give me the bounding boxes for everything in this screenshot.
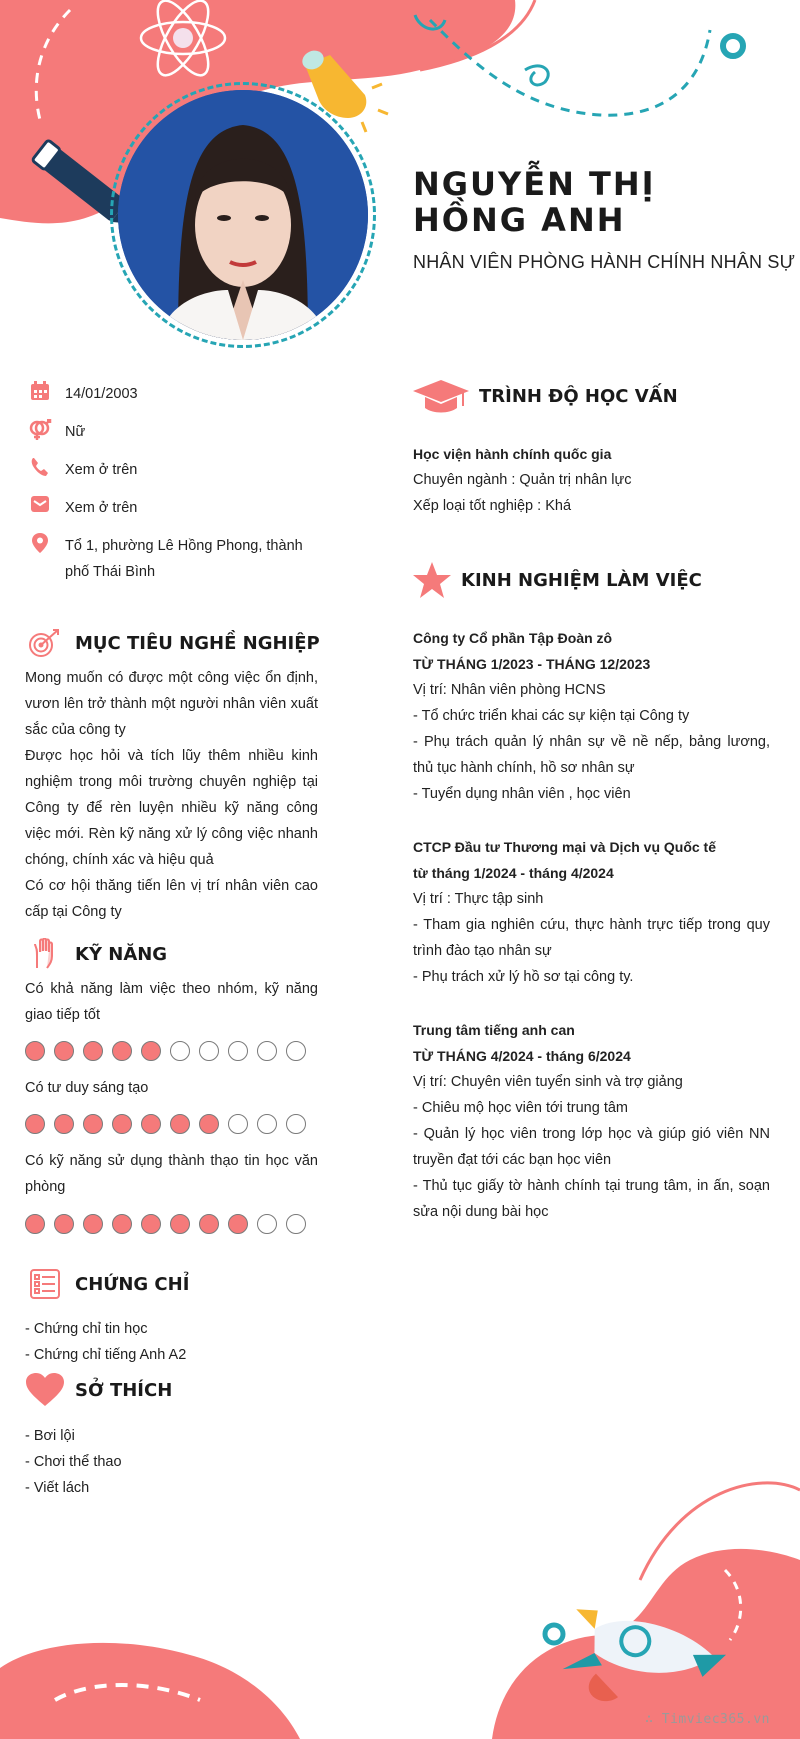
- watermark: ∴ Timviec365.vn: [645, 1712, 770, 1727]
- list-item: - Viết lách: [25, 1480, 90, 1496]
- job-task: - Chiêu mộ học viên tới trung tâm: [413, 1100, 629, 1116]
- email-value: Xem ở trên: [65, 500, 138, 516]
- calendar-icon: [25, 381, 55, 403]
- rating-dot-filled: [83, 1041, 103, 1061]
- rating-dot-filled: [83, 1114, 103, 1134]
- objective-title: MỤC TIÊU NGHỀ NGHIỆP: [75, 632, 320, 654]
- raised-hand-icon: [25, 934, 65, 974]
- certificates-list: [25, 1316, 186, 1368]
- gender-icon: [25, 419, 55, 441]
- graduation-cap-icon: [413, 378, 469, 414]
- location-pin-icon: [25, 533, 55, 555]
- rating-dot-filled: [25, 1214, 45, 1234]
- rating-dot-filled: [199, 1114, 219, 1134]
- candidate-name: NGUYỄN THỊ HỒNG ANH: [413, 165, 656, 239]
- dob-row: [25, 381, 325, 407]
- rating-dot-empty: [228, 1041, 248, 1061]
- rating-dot-empty: [257, 1214, 277, 1234]
- job-position: Vị trí: Nhân viên phòng HCNS: [413, 682, 606, 698]
- job-task: - Phụ trách xử lý hồ sơ tại công ty.: [413, 969, 634, 985]
- rating-dot-filled: [141, 1214, 161, 1234]
- skill-label: Có kỹ năng sử dụng thành thạo tin học văn phòng: [25, 1153, 318, 1195]
- job-task: - Tham gia nghiên cứu, thực hành trực tiếp trong quy trình đào tạo nhân sự: [413, 917, 770, 959]
- list-item: - Bơi lội: [25, 1428, 75, 1444]
- rating-dot-empty: [257, 1114, 277, 1134]
- skill-rating: [25, 1114, 306, 1134]
- rating-dot-empty: [170, 1041, 190, 1061]
- rating-dot-filled: [83, 1214, 103, 1234]
- certificates-heading: [25, 1264, 189, 1304]
- avatar: [118, 90, 368, 340]
- hobbies-list: [25, 1423, 122, 1501]
- rating-dot-filled: [141, 1114, 161, 1134]
- address-row: [25, 533, 325, 580]
- rating-dot-empty: [228, 1114, 248, 1134]
- list-item: - Chứng chỉ tin học: [25, 1321, 148, 1337]
- job-task: - Phụ trách quản lý nhân sự về nề nếp, bảng lương, thủ tục hành chính, hồ sơ nhân sự: [413, 734, 770, 776]
- rating-dot-filled: [228, 1214, 248, 1234]
- skill-label: Có khả năng làm việc theo nhóm, kỹ năng giao tiếp tốt: [25, 981, 318, 1023]
- phone-icon: [25, 457, 55, 479]
- objective-heading: [25, 623, 320, 663]
- gender-value: Nữ: [65, 424, 86, 440]
- target-icon: [25, 623, 65, 663]
- education-title: TRÌNH ĐỘ HỌC VẤN: [479, 385, 678, 407]
- rating-dot-filled: [170, 1214, 190, 1234]
- job-entry: [413, 1017, 770, 1225]
- heart-icon: [25, 1370, 65, 1410]
- job-task: - Tuyển dụng nhân viên , học viên: [413, 786, 631, 802]
- job-entry: [413, 625, 770, 807]
- job-period: từ tháng 1/2024 - tháng 4/2024: [413, 865, 614, 881]
- objective-text: [25, 665, 318, 925]
- hobbies-title: SỞ THÍCH: [75, 1379, 173, 1401]
- skill-label: Có tư duy sáng tạo: [25, 1080, 149, 1096]
- rating-dot-filled: [25, 1041, 45, 1061]
- job-title: NHÂN VIÊN PHÒNG HÀNH CHÍNH NHÂN SỰ: [413, 252, 796, 272]
- rating-dot-empty: [286, 1214, 306, 1234]
- objective-paragraph: Có cơ hội thăng tiến lên vị trí nhân viên cao cấp tại Công ty: [25, 878, 318, 920]
- job-entry: [413, 834, 770, 990]
- job-period: TỪ THÁNG 4/2024 - tháng 6/2024: [413, 1048, 631, 1064]
- rating-dot-filled: [199, 1214, 219, 1234]
- major: Chuyên ngành : Quản trị nhân lực: [413, 472, 632, 488]
- experience-title: KINH NGHIỆM LÀM VIỆC: [461, 569, 702, 591]
- company-name: CTCP Đầu tư Thương mại và Dịch vụ Quốc tế: [413, 839, 717, 855]
- email-icon: [25, 495, 55, 517]
- rating-dot-empty: [257, 1041, 277, 1061]
- list-item: - Chứng chỉ tiếng Anh A2: [25, 1347, 187, 1363]
- job-task: - Quản lý học viên trong lớp học và giúp gió viên NN truyền đạt tới các bạn học viên: [413, 1126, 770, 1168]
- experience-heading: [413, 562, 702, 598]
- objective-paragraph: Được học hỏi và tích lũy thêm nhiều kinh nghiệm trong môi trường chuyên nghiệp tại Công ty để rèn luyện nhiều kỹ năng công việc mới. Rèn kỹ năng xử lý công việc nhanh chóng, chính xác và hiệu quả: [25, 748, 318, 868]
- email-row: [25, 495, 325, 521]
- skills-title: KỸ NĂNG: [75, 943, 168, 965]
- education-heading: [413, 378, 678, 414]
- education-block: [413, 441, 770, 519]
- phone-row: [25, 457, 325, 483]
- job-task: - Tổ chức triển khai các sự kiện tại Công ty: [413, 708, 690, 724]
- rating-dot-filled: [54, 1114, 74, 1134]
- job-period: TỪ THÁNG 1/2023 - THÁNG 12/2023: [413, 656, 651, 672]
- rating-dot-filled: [25, 1114, 45, 1134]
- rating-dot-empty: [199, 1041, 219, 1061]
- address-value: Tổ 1, phường Lê Hồng Phong, thành phố Thái Bình: [65, 538, 303, 580]
- rating-dot-filled: [112, 1114, 132, 1134]
- rating-dot-empty: [286, 1041, 306, 1061]
- grade: Xếp loại tốt nghiệp : Khá: [413, 498, 572, 514]
- objective-paragraph: Mong muốn có được một công việc ổn định, vươn lên trở thành một người nhân viên xuất sắc của công ty: [25, 670, 318, 738]
- certificates-title: CHỨNG CHỈ: [75, 1273, 190, 1295]
- skill-rating: [25, 1214, 306, 1234]
- skill-rating: [25, 1041, 306, 1061]
- skills-heading: [25, 934, 167, 974]
- rating-dot-filled: [170, 1114, 190, 1134]
- rating-dot-filled: [112, 1214, 132, 1234]
- rating-dot-filled: [112, 1041, 132, 1061]
- school-name: Học viện hành chính quốc gia: [413, 446, 612, 462]
- company-name: Công ty Cổ phần Tập Đoàn zô: [413, 630, 613, 646]
- checklist-icon: [25, 1264, 65, 1304]
- list-item: - Chơi thể thao: [25, 1454, 122, 1470]
- rating-dot-filled: [54, 1041, 74, 1061]
- rating-dot-empty: [286, 1114, 306, 1134]
- gender-row: [25, 419, 325, 445]
- rating-dot-filled: [54, 1214, 74, 1234]
- rating-dot-filled: [141, 1041, 161, 1061]
- hobbies-heading: [25, 1370, 172, 1410]
- job-position: Vị trí : Thực tập sinh: [413, 891, 544, 907]
- phone-value: Xem ở trên: [65, 462, 138, 478]
- job-task: - Thủ tục giấy tờ hành chính tại trung tâm, in ấn, soạn sửa nội dung bài học: [413, 1178, 770, 1220]
- job-position: Vị trí: Chuyên viên tuyển sinh và trợ giảng: [413, 1074, 683, 1090]
- dob-value: 14/01/2003: [65, 386, 138, 402]
- star-icon: [413, 562, 451, 598]
- company-name: Trung tâm tiếng anh can: [413, 1022, 575, 1038]
